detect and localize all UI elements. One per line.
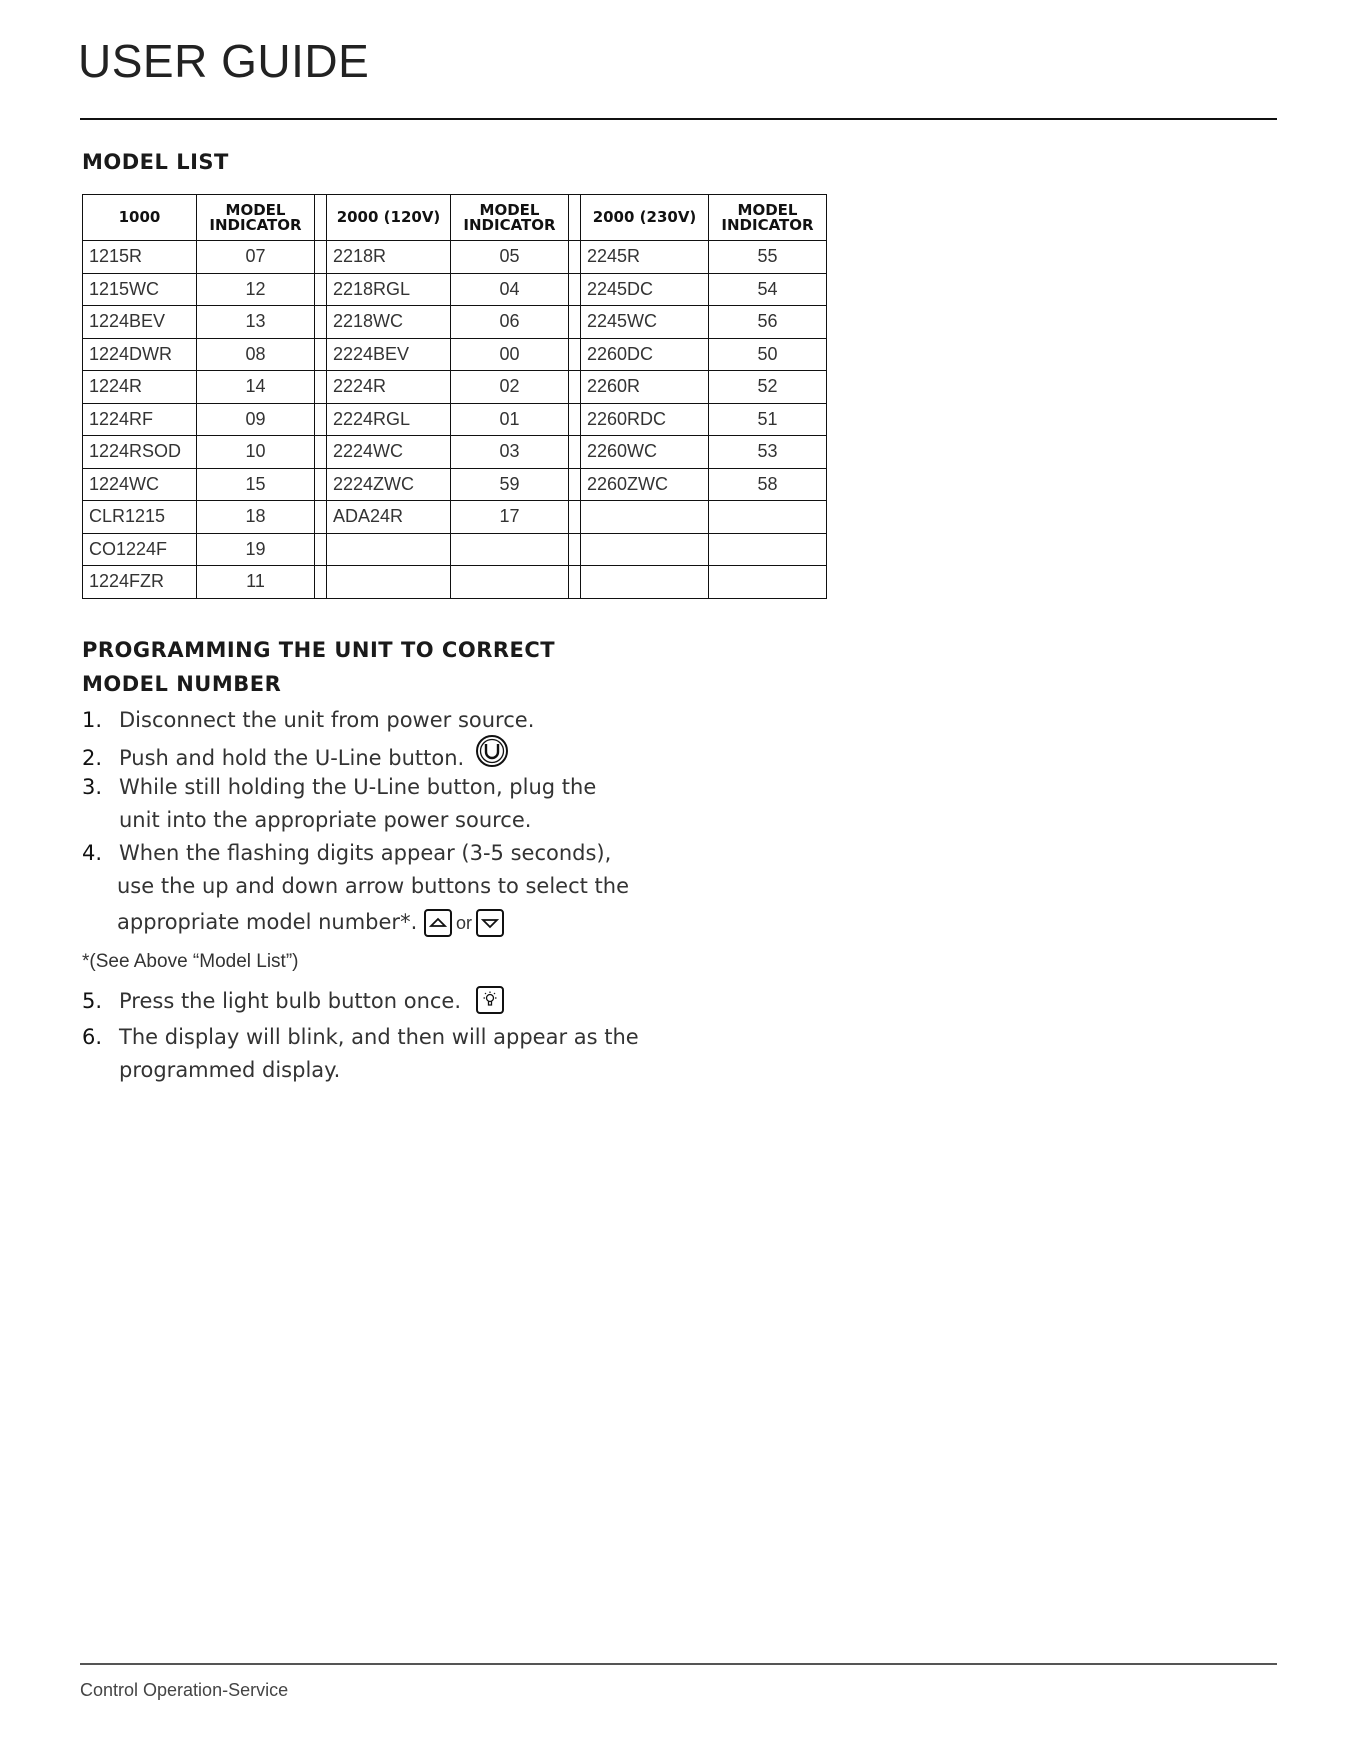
indicator-cell: 58 — [709, 468, 827, 501]
model-cell: 1224FZR — [83, 566, 197, 599]
up-arrow-button-icon — [424, 909, 452, 937]
indicator-cell: 01 — [451, 403, 569, 436]
column-spacer — [569, 371, 581, 404]
table-row — [83, 273, 827, 306]
column-spacer — [315, 566, 327, 599]
column-spacer — [569, 306, 581, 339]
column-header: MODEL INDICATOR — [709, 195, 827, 241]
column-spacer — [569, 195, 581, 241]
model-cell: ADA24R — [327, 501, 451, 534]
model-cell: 1224WC — [83, 468, 197, 501]
table-row — [83, 501, 827, 534]
page-title: USER GUIDE — [78, 35, 370, 87]
indicator-cell: 15 — [197, 468, 315, 501]
column-spacer — [315, 306, 327, 339]
column-spacer — [315, 501, 327, 534]
column-spacer — [315, 338, 327, 371]
model-cell: 2218R — [327, 241, 451, 274]
step-5 — [82, 985, 504, 1018]
indicator-cell: 05 — [451, 241, 569, 274]
model-cell: 2218WC — [327, 306, 451, 339]
indicator-cell: 02 — [451, 371, 569, 404]
column-header: 2000 (230V) — [581, 195, 709, 241]
column-spacer — [315, 195, 327, 241]
indicator-cell: 03 — [451, 436, 569, 469]
column-spacer — [315, 241, 327, 274]
model-cell: 1224DWR — [83, 338, 197, 371]
programming-title-line1: PROGRAMMING THE UNIT TO CORRECT — [82, 638, 556, 662]
table-row — [83, 338, 827, 371]
table-row — [83, 533, 827, 566]
model-cell: 1215R — [83, 241, 197, 274]
model-cell: CLR1215 — [83, 501, 197, 534]
model-cell: 2224R — [327, 371, 451, 404]
indicator-cell — [709, 501, 827, 534]
step-text: Press the light bulb button once. — [119, 989, 462, 1013]
header-divider — [80, 118, 1277, 120]
model-cell: 2218RGL — [327, 273, 451, 306]
model-cell: 2260ZWC — [581, 468, 709, 501]
indicator-cell: 11 — [197, 566, 315, 599]
table-row — [83, 436, 827, 469]
model-cell: 2224BEV — [327, 338, 451, 371]
model-cell: 1224RF — [83, 403, 197, 436]
indicator-cell: 53 — [709, 436, 827, 469]
indicator-cell: 10 — [197, 436, 315, 469]
column-spacer — [569, 533, 581, 566]
model-cell: 2224RGL — [327, 403, 451, 436]
column-spacer — [569, 241, 581, 274]
model-cell — [327, 566, 451, 599]
indicator-cell: 06 — [451, 306, 569, 339]
programming-title-line2: MODEL NUMBER — [82, 672, 282, 696]
column-header: MODEL INDICATOR — [197, 195, 315, 241]
step-text-continued: programmed display. — [119, 1058, 341, 1082]
table-row — [83, 241, 827, 274]
indicator-cell — [709, 566, 827, 599]
indicator-cell: 55 — [709, 241, 827, 274]
column-header: 1000 — [83, 195, 197, 241]
step-1 — [82, 704, 534, 737]
model-cell: 2245WC — [581, 306, 709, 339]
column-spacer — [569, 501, 581, 534]
indicator-cell — [709, 533, 827, 566]
model-cell: 1224BEV — [83, 306, 197, 339]
step-6 — [82, 1021, 639, 1087]
step-number: 2. — [82, 746, 103, 770]
table-header-row — [83, 195, 827, 241]
indicator-cell: 19 — [197, 533, 315, 566]
model-cell: 2224ZWC — [327, 468, 451, 501]
step-text-continued: use the up and down arrow buttons to select the — [117, 874, 629, 898]
table-row — [83, 306, 827, 339]
indicator-cell: 17 — [451, 501, 569, 534]
indicator-cell: 54 — [709, 273, 827, 306]
model-cell: 2260R — [581, 371, 709, 404]
column-spacer — [569, 403, 581, 436]
column-spacer — [315, 533, 327, 566]
model-cell: CO1224F — [83, 533, 197, 566]
column-spacer — [569, 468, 581, 501]
indicator-cell: 13 — [197, 306, 315, 339]
column-spacer — [569, 436, 581, 469]
table-row — [83, 403, 827, 436]
column-spacer — [315, 468, 327, 501]
step-text: appropriate model number*. — [117, 910, 418, 934]
indicator-cell — [451, 566, 569, 599]
indicator-cell: 56 — [709, 306, 827, 339]
model-cell: 2260DC — [581, 338, 709, 371]
table-row — [83, 468, 827, 501]
light-bulb-button-icon — [476, 986, 504, 1014]
step-4 — [82, 837, 629, 940]
indicator-cell: 04 — [451, 273, 569, 306]
model-cell — [581, 566, 709, 599]
step-text: When the flashing digits appear (3-5 seconds), — [119, 841, 612, 865]
model-cell — [581, 533, 709, 566]
model-cell: 1215WC — [83, 273, 197, 306]
step-text-continued: unit into the appropriate power source. — [119, 808, 532, 832]
column-spacer — [569, 566, 581, 599]
step-text: Disconnect the unit from power source. — [119, 708, 535, 732]
step-text-continued — [82, 906, 629, 940]
model-list-title: MODEL LIST — [82, 150, 229, 174]
down-arrow-button-icon — [476, 909, 504, 937]
indicator-cell: 51 — [709, 403, 827, 436]
model-list-note: *(See Above “Model List”) — [82, 951, 299, 972]
footer-text: Control Operation-Service — [80, 1680, 289, 1700]
indicator-cell: 50 — [709, 338, 827, 371]
step-number: 6. — [82, 1025, 103, 1049]
column-spacer — [315, 403, 327, 436]
table-row — [83, 371, 827, 404]
column-spacer — [315, 273, 327, 306]
column-header: MODEL INDICATOR — [451, 195, 569, 241]
step-number: 1. — [82, 708, 103, 732]
model-cell — [581, 501, 709, 534]
indicator-cell: 59 — [451, 468, 569, 501]
table-row — [83, 566, 827, 599]
indicator-cell: 08 — [197, 338, 315, 371]
model-cell: 2245DC — [581, 273, 709, 306]
indicator-cell: 12 — [197, 273, 315, 306]
column-spacer — [315, 371, 327, 404]
footer-divider — [80, 1663, 1277, 1665]
indicator-cell — [451, 533, 569, 566]
indicator-cell: 18 — [197, 501, 315, 534]
step-text: The display will blink, and then will appear as the — [119, 1025, 639, 1049]
step-number: 5. — [82, 989, 103, 1013]
column-spacer — [569, 338, 581, 371]
indicator-cell: 07 — [197, 241, 315, 274]
model-cell: 2260WC — [581, 436, 709, 469]
model-cell: 2245R — [581, 241, 709, 274]
step-text: While still holding the U-Line button, plug the — [119, 775, 597, 799]
column-header: 2000 (120V) — [327, 195, 451, 241]
model-cell: 1224RSOD — [83, 436, 197, 469]
step-number: 4. — [82, 841, 103, 865]
column-spacer — [315, 436, 327, 469]
indicator-cell: 09 — [197, 403, 315, 436]
model-cell: 2224WC — [327, 436, 451, 469]
model-cell: 2260RDC — [581, 403, 709, 436]
indicator-cell: 00 — [451, 338, 569, 371]
step-text: Push and hold the U-Line button. — [119, 746, 465, 770]
indicator-cell: 14 — [197, 371, 315, 404]
step-3 — [82, 771, 596, 837]
model-cell: 1224R — [83, 371, 197, 404]
step-number: 3. — [82, 775, 103, 799]
model-cell — [327, 533, 451, 566]
model-list-table — [82, 194, 827, 599]
column-spacer — [569, 273, 581, 306]
indicator-cell: 52 — [709, 371, 827, 404]
or-label: or — [455, 913, 472, 933]
